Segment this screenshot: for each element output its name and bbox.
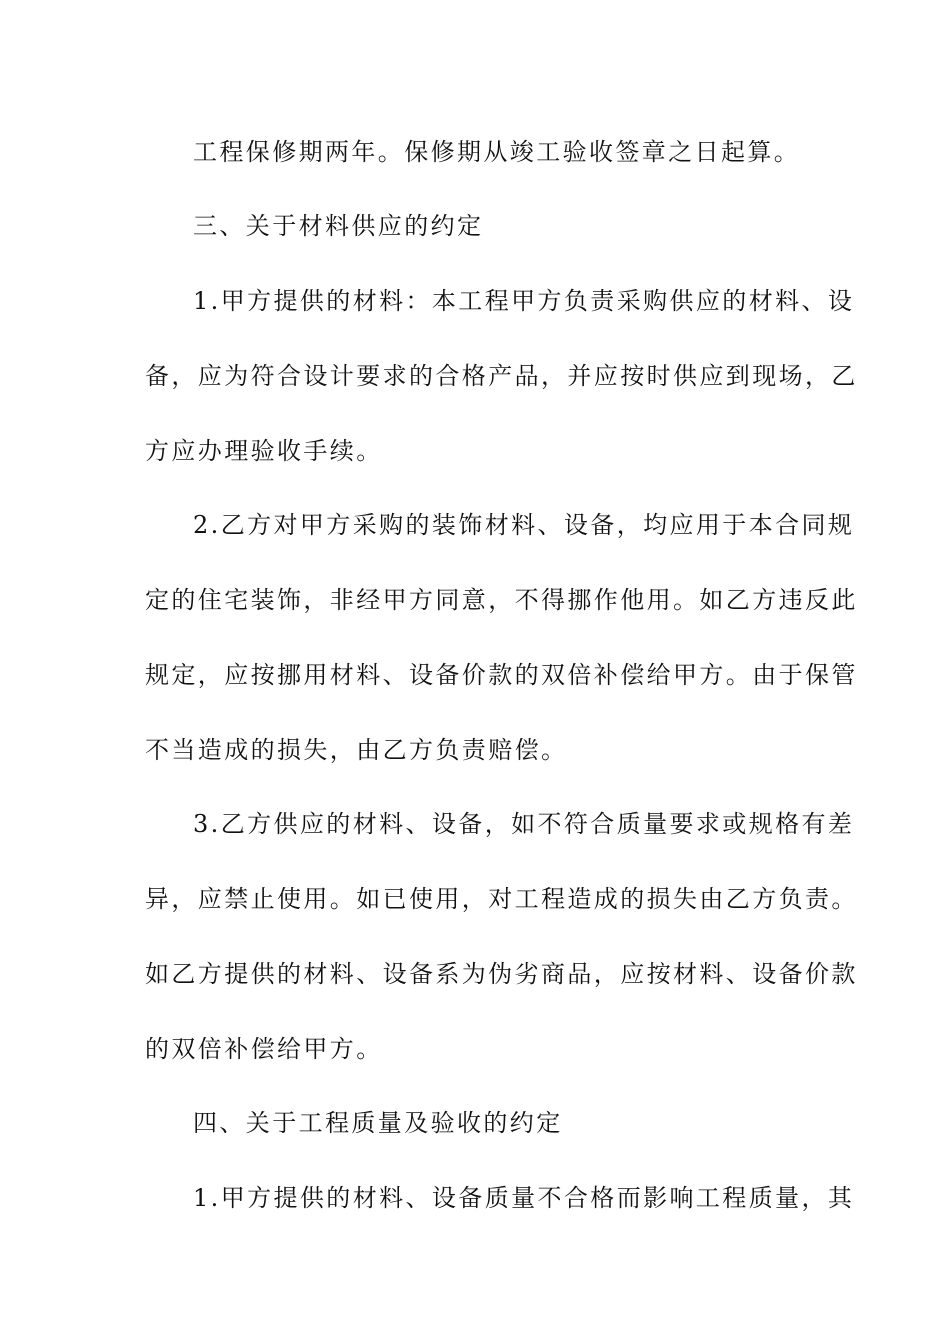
- paragraph-line: 方应办理验收手续。: [145, 437, 383, 465]
- paragraph-line: 备，应为符合设计要求的合格产品，并应按时供应到现场，乙: [145, 362, 858, 390]
- paragraph-line: 不当造成的损失，由乙方负责赔偿。: [145, 736, 568, 764]
- paragraph-line: 异，应禁止使用。如已使用，对工程造成的损失由乙方负责。: [145, 885, 858, 913]
- paragraph-line: 定的住宅装饰，非经甲方同意，不得挪作他用。如乙方违反此: [145, 586, 858, 614]
- section-heading: 三、关于材料供应的约定: [193, 212, 484, 240]
- section-heading: 四、关于工程质量及验收的约定: [193, 1109, 563, 1137]
- paragraph-line: 规定，应按挪用材料、设备价款的双倍补偿给甲方。由于保管: [145, 661, 858, 689]
- paragraph-line: 工程保修期两年。保修期从竣工验收签章之日起算。: [193, 138, 801, 166]
- paragraph-line: 如乙方提供的材料、设备系为伪劣商品，应按材料、设备价款: [145, 960, 858, 988]
- paragraph-line: 2.乙方对甲方采购的装饰材料、设备，均应用于本合同规: [193, 511, 855, 539]
- paragraph-line: 的双倍补偿给甲方。: [145, 1035, 383, 1063]
- paragraph-line: 3.乙方供应的材料、设备，如不符合质量要求或规格有差: [193, 810, 855, 838]
- paragraph-line: 1.甲方提供的材料：本工程甲方负责采购供应的材料、设: [193, 287, 855, 315]
- paragraph-line: 1.甲方提供的材料、设备质量不合格而影响工程质量，其: [193, 1184, 855, 1212]
